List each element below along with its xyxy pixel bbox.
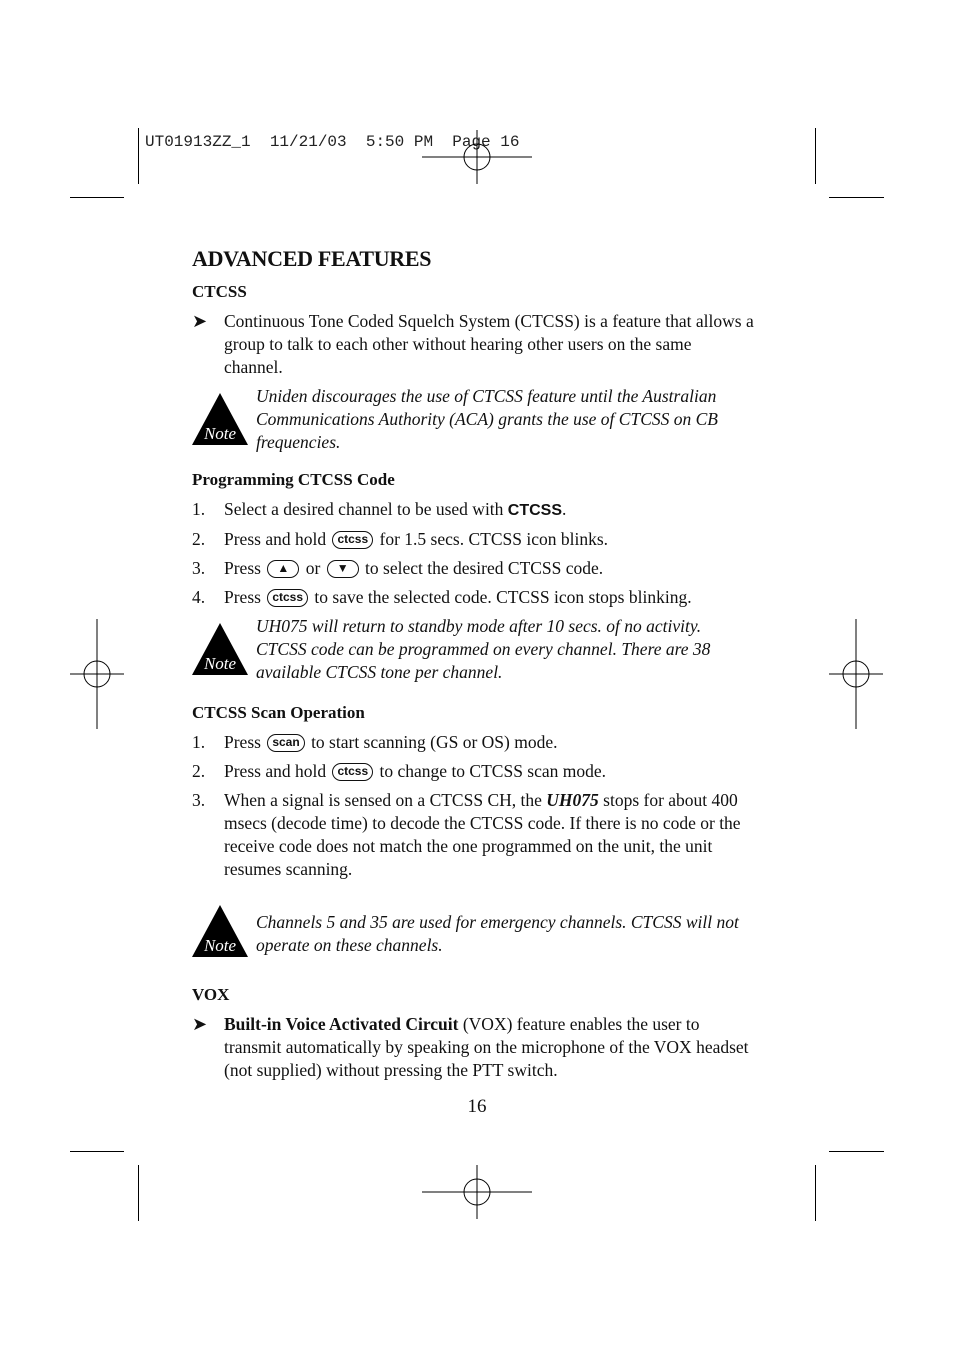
crop-mark-bottom-right-vertical [815,1165,816,1221]
step-text: Select a desired channel to be used with [224,499,508,519]
note-warning-icon [192,393,248,445]
bullet-arrow-icon: ➤ [192,1014,208,1034]
vox-text: (VOX) feature enables the user to transmit automatically by speaking on the microphone of the VOX headset (not supplied) without pressing the PTT switch. [224,1014,749,1080]
programming-heading: Programming CTCSS Code [192,470,395,489]
crop-mark-bottom-left-vertical [138,1165,139,1221]
registration-mark-right [801,619,911,729]
note-aca [192,385,754,454]
step-text: Press [224,587,266,607]
step-text: to select the desired CTCSS code. [360,558,604,578]
list-item [192,760,754,783]
step-text: to start scanning (GS or OS) mode. [306,732,558,752]
step-text: Press [224,558,266,578]
ctcss-button-icon: ctcss [332,763,373,781]
crop-mark-top-right-horizontal [829,197,884,198]
vox-description [192,1013,754,1082]
note-emergency [192,911,754,957]
registration-mark-top [422,102,532,212]
step-text: to change to CTCSS scan mode. [375,761,607,781]
step-text: Press and hold [224,761,331,781]
list-item [192,789,754,881]
registration-mark-bottom [422,1137,532,1247]
crop-mark-top-right-vertical [815,128,816,184]
step-text: When a signal is sensed on a CTCSS CH, the [224,790,547,810]
step-number: 2. [192,529,206,549]
step-number: 4. [192,587,206,607]
step-text: Press and hold [224,529,331,549]
registration-mark-left [42,619,152,729]
ctcss-key-label: CTCSS [507,502,563,519]
crop-mark-bottom-left-horizontal [70,1151,124,1152]
vox-heading: VOX [192,985,230,1004]
note-emergency-text: Channels 5 and 35 are used for emergency channels. CTCSS will not operate on these channels. [256,912,739,955]
printer-slug: UT01913ZZ_1 11/21/03 5:50 PM Page 16 [145,133,520,151]
step-number: 1. [192,499,206,519]
bullet-arrow-icon: ➤ [192,311,208,331]
step-number: 2. [192,761,206,781]
step-text: to save the selected code. CTCSS icon stops blinking. [310,587,692,607]
step-text: . [562,499,567,519]
list-item [192,528,754,551]
up-arrow-button-icon: ▲ [267,560,299,578]
crop-mark-top-left-vertical [138,128,139,184]
note-label: Note [203,936,237,955]
crop-mark-top-left-horizontal [70,197,124,198]
list-item [192,557,754,580]
step-number: 3. [192,558,206,578]
ctcss-intro [192,310,754,379]
scan-button-icon: scan [267,734,304,752]
note-label: Note [203,424,237,443]
step-number: 3. [192,790,206,810]
page-title: ADVANCED FEATURES [192,246,432,271]
note-aca-text: Uniden discourages the use of CTCSS feature until the Australian Communications Authority (ACA) grants the use of CTCSS on CB frequencies. [256,386,718,452]
note-warning-icon [192,623,248,675]
down-arrow-button-icon: ▼ [327,560,359,578]
step-text: Press [224,732,266,752]
step-text: for 1.5 secs. CTCSS icon blinks. [375,529,609,549]
step-text: stops for about 400 msecs (decode time) to decode the CTCSS code. If there is no code or the receive code does not match the one programmed on the unit, the unit resumes scanning. [224,790,741,879]
page-content [192,246,754,1082]
scan-steps [192,731,754,881]
ctcss-heading: CTCSS [192,282,247,301]
list-item [192,586,754,609]
step-text: or [301,558,325,578]
ctcss-button-icon: ctcss [332,531,373,549]
page-number: 16 [467,1096,487,1117]
list-item [192,731,754,754]
list-item [192,498,754,522]
programming-steps [192,498,754,609]
note-warning-icon [192,905,248,957]
crop-mark-bottom-right-horizontal [829,1151,884,1152]
model-name: UH075 [546,790,599,810]
ctcss-intro-text: Continuous Tone Coded Squelch System (CTCSS) is a feature that allows a group to talk to each other without hearing other users on the same channel. [224,311,754,377]
note-label: Note [203,654,237,673]
step-number: 1. [192,732,206,752]
vox-bold-lead: Built-in Voice Activated Circuit [224,1014,459,1034]
ctcss-button-icon: ctcss [267,589,308,607]
note-standby [192,615,754,684]
scan-heading: CTCSS Scan Operation [192,703,365,722]
note-standby-text: UH075 will return to standby mode after 10 secs. of no activity. CTCSS code can be programmed on every channel. There are 38 available CTCSS tone per channel. [256,616,711,682]
